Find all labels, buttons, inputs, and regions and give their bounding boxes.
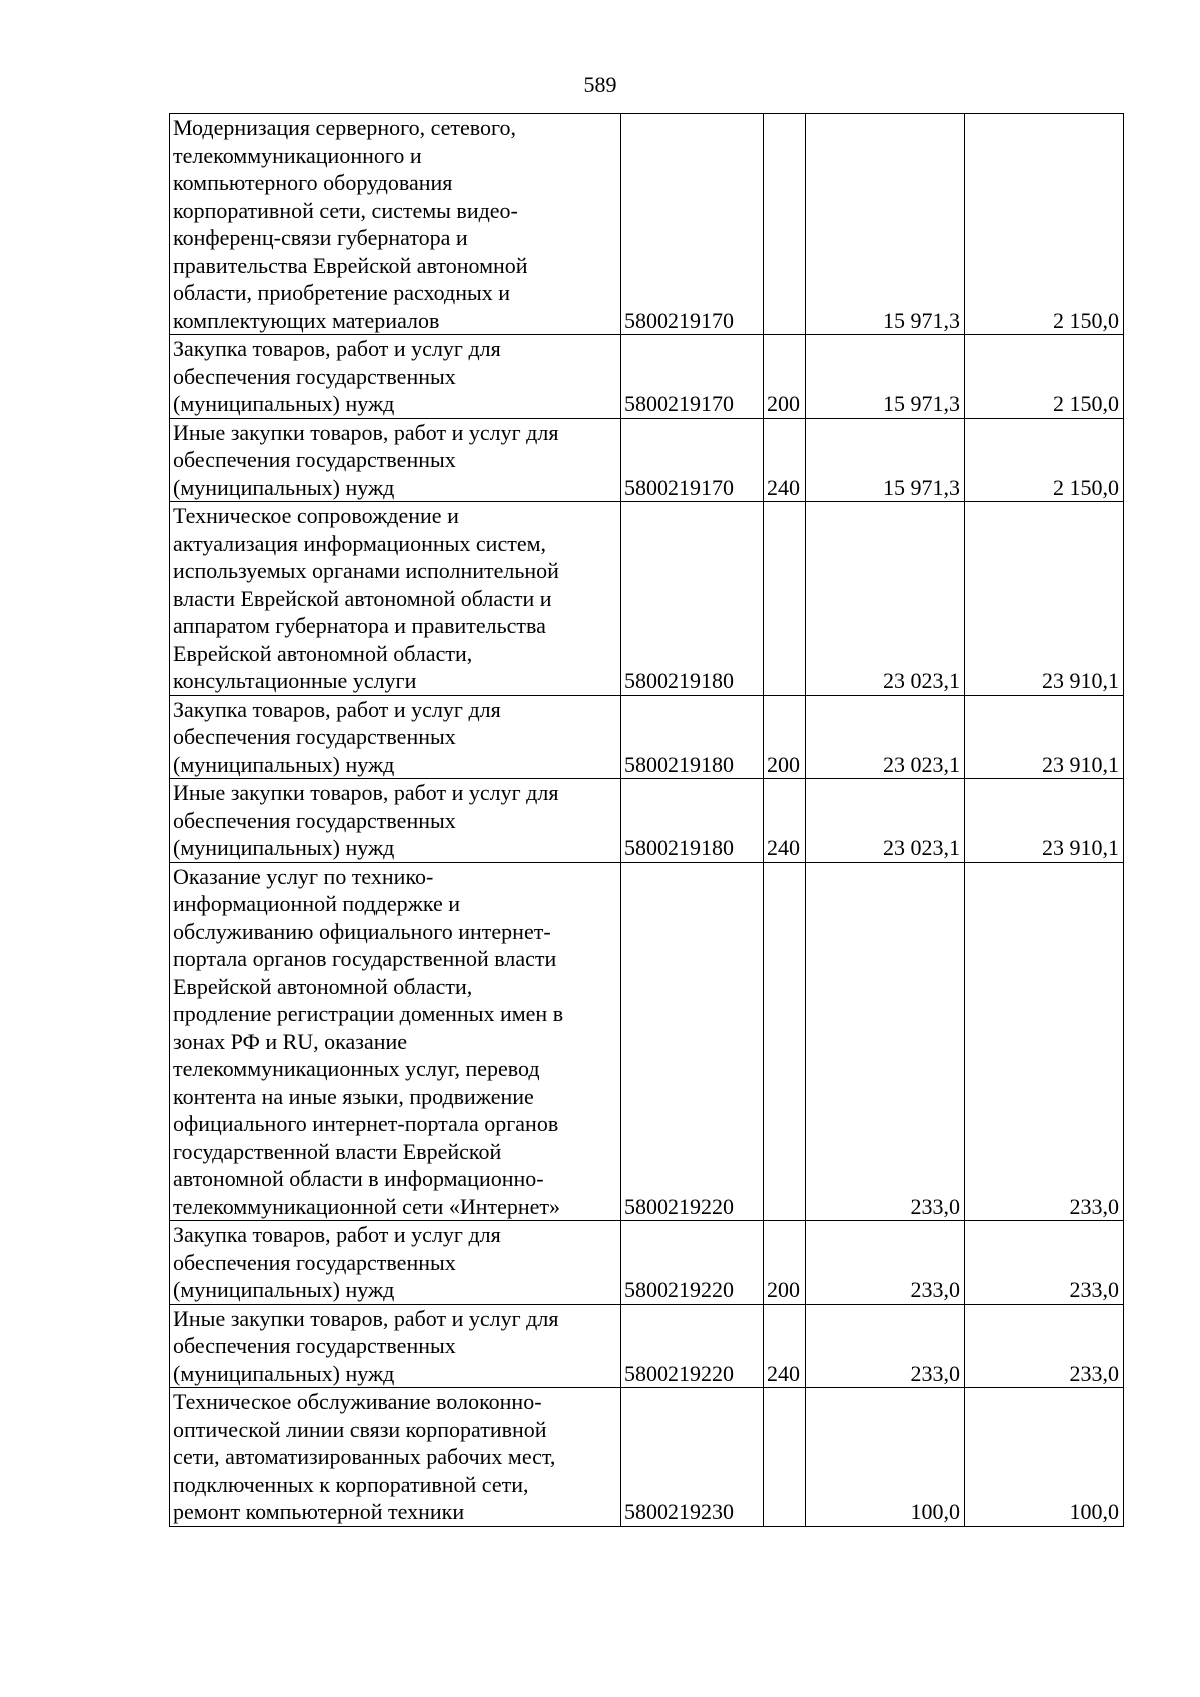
target-code-cell: 5800219180 <box>621 502 764 696</box>
table-row <box>170 1388 1124 1527</box>
amount-cell-1: 15 971,3 <box>806 418 965 502</box>
page-number: 589 <box>583 72 617 97</box>
target-code-cell: 5800219180 <box>621 779 764 863</box>
expense-name-cell: Закупка товаров, работ и услуг для обеспечения государственных (муниципальных) нужд <box>170 695 621 779</box>
table-row <box>170 335 1124 419</box>
expense-name-cell: Техническое обслуживание волоконно- оптической линии связи корпоративной сети, автоматизированных рабочих мест, подключенных к корпоративной сети, ремонт компьютерной техники <box>170 1388 621 1527</box>
target-code-cell: 5800219170 <box>621 335 764 419</box>
amount-cell-1: 233,0 <box>806 1221 965 1305</box>
expense-type-cell: 200 <box>764 335 806 419</box>
expense-type-cell <box>764 862 806 1221</box>
target-code-cell: 5800219170 <box>621 418 764 502</box>
amount-cell-2: 23 910,1 <box>965 779 1124 863</box>
amount-cell-2: 233,0 <box>965 1304 1124 1388</box>
target-code-cell: 5800219230 <box>621 1388 764 1527</box>
expense-name-cell: Иные закупки товаров, работ и услуг для обеспечения государственных (муниципальных) нужд <box>170 779 621 863</box>
expense-name-cell: Закупка товаров, работ и услуг для обеспечения государственных (муниципальных) нужд <box>170 335 621 419</box>
budget-table <box>169 113 1124 1527</box>
target-code-cell: 5800219220 <box>621 1221 764 1305</box>
target-code-cell: 5800219170 <box>621 114 764 335</box>
budget-table-body <box>170 114 1124 1527</box>
table-row <box>170 695 1124 779</box>
expense-name-cell: Техническое сопровождение и актуализация информационных систем, используемых органами исполнительной власти Еврейской автономной области и аппаратом губернатора и правительства Еврейской автономной области, консультационные услуги <box>170 502 621 696</box>
expense-name-cell: Закупка товаров, работ и услуг для обеспечения государственных (муниципальных) нужд <box>170 1221 621 1305</box>
target-code-cell: 5800219220 <box>621 1304 764 1388</box>
expense-type-cell: 200 <box>764 695 806 779</box>
amount-cell-2: 2 150,0 <box>965 335 1124 419</box>
amount-cell-1: 15 971,3 <box>806 114 965 335</box>
table-row <box>170 862 1124 1221</box>
table-row <box>170 1304 1124 1388</box>
expense-type-cell: 240 <box>764 418 806 502</box>
amount-cell-2: 233,0 <box>965 1221 1124 1305</box>
table-row <box>170 114 1124 335</box>
expense-type-cell <box>764 502 806 696</box>
expense-name-cell: Иные закупки товаров, работ и услуг для обеспечения государственных (муниципальных) нужд <box>170 1304 621 1388</box>
table-row <box>170 502 1124 696</box>
expense-type-cell: 200 <box>764 1221 806 1305</box>
amount-cell-1: 233,0 <box>806 1304 965 1388</box>
target-code-cell: 5800219220 <box>621 862 764 1221</box>
amount-cell-2: 2 150,0 <box>965 114 1124 335</box>
amount-cell-2: 23 910,1 <box>965 695 1124 779</box>
amount-cell-1: 23 023,1 <box>806 502 965 696</box>
amount-cell-1: 23 023,1 <box>806 695 965 779</box>
table-row <box>170 1221 1124 1305</box>
table-row <box>170 418 1124 502</box>
amount-cell-1: 23 023,1 <box>806 779 965 863</box>
amount-cell-2: 23 910,1 <box>965 502 1124 696</box>
expense-type-cell <box>764 1388 806 1527</box>
expense-type-cell <box>764 114 806 335</box>
expense-name-cell: Модернизация серверного, сетевого, телекоммуникационного и компьютерного оборудования корпоративной сети, системы видео- конференц-связи губернатора и правительства Еврейской автономной области, приобретение расходных и комплектующих материалов <box>170 114 621 335</box>
expense-name-cell: Иные закупки товаров, работ и услуг для обеспечения государственных (муниципальных) нужд <box>170 418 621 502</box>
amount-cell-2: 100,0 <box>965 1388 1124 1527</box>
amount-cell-2: 2 150,0 <box>965 418 1124 502</box>
amount-cell-2: 233,0 <box>965 862 1124 1221</box>
amount-cell-1: 233,0 <box>806 862 965 1221</box>
expense-type-cell: 240 <box>764 779 806 863</box>
amount-cell-1: 100,0 <box>806 1388 965 1527</box>
expense-name-cell: Оказание услуг по технико- информационной поддержке и обслуживанию официального интернет- портала органов государственной власти Еврейской автономной области, продление регистрации доменных имен в зонах РФ и RU, оказание телекоммуникационных услуг, перевод контента на иные языки, продвижение официального интернет-портала органов государственной власти Еврейской автономной области в информационно- телекоммуникационной сети «Интернет» <box>170 862 621 1221</box>
table-row <box>170 779 1124 863</box>
expense-type-cell: 240 <box>764 1304 806 1388</box>
target-code-cell: 5800219180 <box>621 695 764 779</box>
amount-cell-1: 15 971,3 <box>806 335 965 419</box>
